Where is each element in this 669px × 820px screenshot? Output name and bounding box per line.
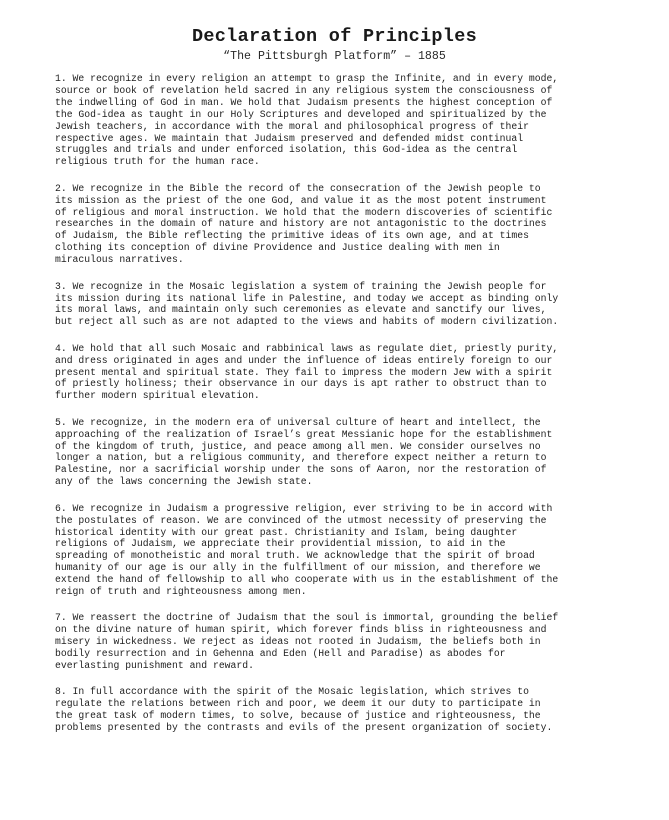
principle-3-paragraph: 3. We recognize in the Mosaic legislation a system of training the Jewish people for its mission during its national life in Palestine, and today we accept as binding only its moral laws, and maintain only such ceremonies as elevate and sanctify our lives, but reject all such as are not adapted to the views and habits of modern civilization. (55, 280, 559, 328)
document-subtitle: “The Pittsburgh Platform” – 1885 (223, 50, 446, 63)
principle-6-paragraph: 6. We recognize in Judaism a progressive religion, ever striving to be in accord with the postulates of reason. We are convinced of the utmost necessity of preserving the historical identity with our great past. Christianity and Islam, being daughter religions of Judaism, we appreciate their providential mission, to aid in the spreading of monotheistic and moral truth. We acknowledge that the spirit of broad humanity of our age is our ally in the fulfillment of our mission, and therefore we extend the hand of fellowship to all who cooperate with us in the establishment of the reign of truth and righteousness among men. (55, 502, 559, 598)
document-body (55, 73, 615, 749)
principle-8-paragraph: 8. In full accordance with the spirit of the Mosaic legislation, which strives to regulate the relations between rich and poor, we deem it our duty to participate in the great task of modern times, to solve, because of justice and righteousness, the problems presented by the contrasts and evils of the present organization of society. (55, 686, 553, 734)
principle-2-paragraph: 2. We recognize in the Bible the record of the consecration of the Jewish people to its mission as the priest of the one God, and value it as the most potent instrument of religious and moral instruction. We hold that the modern discoveries of scientific researches in the domain of nature and history are not antagonistic to the doctrines of Judaism, the Bible reflecting the primitive ideas of its own age, and at times clothing its conception of divine Providence and Justice dealing with men in miraculous narratives. (55, 182, 553, 266)
principle-4-paragraph: 4. We hold that all such Mosaic and rabbinical laws as regulate diet, priestly purity, and dress originated in ages and under the influence of ideas entirely foreign to our present mental and spiritual state. They fail to impress the modern Jew with a spirit of priestly holiness; their observance in our days is apt rather to obstruct than to further modern spiritual elevation. (55, 342, 559, 402)
principle-5-paragraph: 5. We recognize, in the modern era of universal culture of heart and intellect, the approaching of the realization of Israel’s great Messianic hope for the establishment of the kingdom of truth, justice, and peace among all men. We consider ourselves no longer a nation, but a religious community, and therefore expect neither a return to Palestine, nor a sacrificial worship under the sons of Aaron, nor the restoration of any of the laws concerning the Jewish state. (55, 416, 553, 488)
document-title: Declaration of Principles (191, 26, 478, 47)
principle-1-paragraph: 1. We recognize in every religion an attempt to grasp the Infinite, and in every mode, source or book of revelation held sacred in any religious system the consciousness of the indwelling of God in man. We hold that Judaism presents the highest conception of the God-idea as taught in our Holy Scriptures and developed and spiritualized by the Jewish teachers, in accordance with the moral and philosophical progress of their respective ages. We maintain that Judaism preserved and defended midst continual struggles and trials and under enforced isolation, this God-idea as the central religious truth for the human race. (55, 73, 559, 168)
principle-7-paragraph: 7. We reassert the doctrine of Judaism that the soul is immortal, grounding the belief on the divine nature of human spirit, which forever finds bliss in righteousness and misery in wickedness. We reject as ideas not rooted in Judaism, the beliefs both in bodily resurrection and in Gehenna and Eden (Hell and Paradise) as abodes for everlasting punishment and reward. (55, 612, 559, 672)
